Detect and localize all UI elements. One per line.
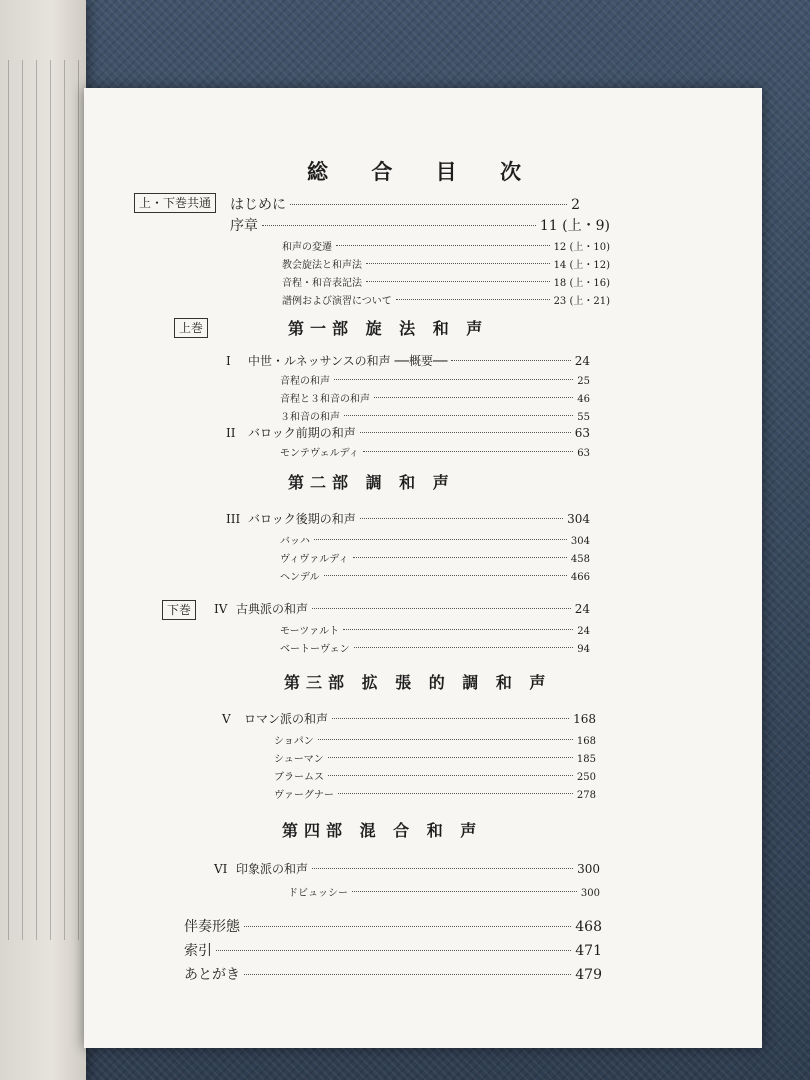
dot-leader xyxy=(244,974,571,975)
entry-title: 音程・和音表記法 xyxy=(282,278,362,289)
chapter-entry xyxy=(226,424,590,441)
entry-page: 11 (上・9) xyxy=(539,218,610,234)
entry-page: 479 xyxy=(575,967,602,983)
entry-title: ヘンデル xyxy=(280,572,320,583)
dot-leader xyxy=(328,757,573,758)
sub-entry xyxy=(280,532,590,547)
dot-leader xyxy=(216,950,571,951)
chapter-number: I xyxy=(226,354,231,368)
dot-leader xyxy=(334,379,573,380)
dot-leader xyxy=(312,868,573,869)
entry-title: モンテヴェルディ xyxy=(280,448,359,459)
entry-page: 168 xyxy=(573,712,596,726)
contents-page xyxy=(84,88,762,1048)
part-heading: 第二部 調 和 声 xyxy=(288,473,455,492)
sub-entry xyxy=(280,372,590,387)
entry-title: 教会旋法と和声法 xyxy=(282,260,362,271)
entry-page: 304 xyxy=(570,536,590,547)
dot-leader xyxy=(360,432,571,433)
dot-leader xyxy=(332,718,569,719)
entry-title: ドビュッシー xyxy=(288,888,348,899)
entry-page: 63 xyxy=(577,448,590,459)
chapter-entry xyxy=(226,352,590,369)
chapter-number: IV xyxy=(214,602,228,616)
back-matter-entry xyxy=(184,964,602,984)
entry-title: ヴァーグナー xyxy=(274,790,334,801)
entry-title: バッハ xyxy=(280,536,310,547)
entry-page: 55 xyxy=(577,412,590,423)
chapter-entry xyxy=(226,510,590,527)
facing-page-text xyxy=(0,60,82,940)
entry-page: 250 xyxy=(576,772,596,783)
entry-page: 2 xyxy=(571,197,580,213)
entry-title: 音程の和声 xyxy=(280,376,330,387)
dot-leader xyxy=(352,891,577,892)
label-common: 上・下巻共通 xyxy=(134,193,216,213)
dot-leader xyxy=(363,451,573,452)
chapter-entry xyxy=(214,860,600,877)
dot-leader xyxy=(360,518,563,519)
chapter-entry xyxy=(222,710,596,727)
sub-entry xyxy=(274,750,596,765)
dot-leader xyxy=(338,793,573,794)
entry-title: 古典派の和声 xyxy=(236,602,309,616)
entry-josho xyxy=(230,215,610,235)
entry-title: 音程と３和音の和声 xyxy=(280,394,370,405)
chapter-number: II xyxy=(226,426,236,440)
entry-title: 中世・ルネッサンスの和声 ──概要── xyxy=(248,354,448,368)
label-vol2: 下巻 xyxy=(162,600,196,620)
entry-title: ベートーヴェン xyxy=(280,644,350,655)
dot-leader xyxy=(328,775,573,776)
entry-page: 466 xyxy=(570,572,590,583)
sub-entry xyxy=(280,444,590,459)
dot-leader xyxy=(290,204,567,205)
dot-leader xyxy=(366,263,550,264)
dot-leader xyxy=(336,245,550,246)
entry-hajimeni xyxy=(230,194,580,214)
dot-leader xyxy=(343,629,573,630)
entry-title: ブラームス xyxy=(274,772,324,783)
chapter-entry xyxy=(214,600,590,617)
page-title: 総 合 目 次 xyxy=(307,159,539,184)
back-matter-entry xyxy=(184,916,602,936)
part-heading: 第一部 旋 法 和 声 xyxy=(288,319,489,338)
entry-page: 278 xyxy=(576,790,596,801)
chapter-number: V xyxy=(222,712,231,726)
entry-title: 索引 xyxy=(184,943,212,959)
entry-title: バロック前期の和声 xyxy=(248,426,356,440)
entry-page: 12 (上・10) xyxy=(553,242,610,253)
dot-leader xyxy=(262,225,536,226)
entry-page: 304 xyxy=(567,512,590,526)
entry-title: 序章 xyxy=(230,218,258,234)
entry-page: 24 xyxy=(574,602,590,616)
entry-page: 23 (上・21) xyxy=(553,296,610,307)
part-heading: 第四部 混 合 和 声 xyxy=(282,821,483,840)
entry-page: 300 xyxy=(580,888,600,899)
sub-entry xyxy=(274,768,596,783)
entry-page: 25 xyxy=(577,376,590,387)
entry-page: 63 xyxy=(574,426,590,440)
sub-entry xyxy=(274,732,596,747)
sub-entry xyxy=(282,274,610,289)
dot-leader xyxy=(344,415,573,416)
entry-title: はじめに xyxy=(230,197,286,213)
sub-entry xyxy=(274,786,596,801)
entry-page: 185 xyxy=(576,754,596,765)
sub-entry xyxy=(288,884,600,899)
entry-title: シューマン xyxy=(274,754,324,765)
sub-entry xyxy=(280,390,590,405)
sub-entry xyxy=(282,256,610,271)
entry-page: 24 xyxy=(574,354,590,368)
chapter-number: VI xyxy=(214,862,228,876)
entry-title: ロマン派の和声 xyxy=(244,712,329,726)
entry-page: 94 xyxy=(577,644,590,655)
dot-leader xyxy=(451,360,570,361)
sub-entry xyxy=(280,408,590,423)
entry-page: 46 xyxy=(577,394,590,405)
dot-leader xyxy=(324,575,567,576)
back-matter-entry xyxy=(184,940,602,960)
entry-title: ショパン xyxy=(274,736,314,747)
sub-entry xyxy=(280,640,590,655)
chapter-number: III xyxy=(226,512,241,526)
dot-leader xyxy=(354,647,574,648)
dot-leader xyxy=(374,397,573,398)
entry-title: バロック後期の和声 xyxy=(248,512,356,526)
entry-title: ３和音の和声 xyxy=(280,412,340,423)
sub-entry xyxy=(282,292,610,307)
sub-entry xyxy=(280,568,590,583)
dot-leader xyxy=(318,739,573,740)
entry-title: 和声の変遷 xyxy=(282,242,332,253)
entry-page: 168 xyxy=(576,736,596,747)
sub-entry xyxy=(280,622,590,637)
sub-entry xyxy=(280,550,590,565)
entry-page: 14 (上・12) xyxy=(553,260,610,271)
sub-entry xyxy=(282,238,610,253)
label-vol1: 上巻 xyxy=(174,318,208,338)
entry-page: 24 xyxy=(577,626,590,637)
entry-page: 468 xyxy=(575,919,602,935)
dot-leader xyxy=(353,557,567,558)
entry-page: 300 xyxy=(577,862,600,876)
entry-title: 譜例および演習について xyxy=(282,296,392,307)
dot-leader xyxy=(396,299,550,300)
entry-title: ヴィヴァルディ xyxy=(280,554,349,565)
facing-page xyxy=(0,0,86,1080)
entry-page: 458 xyxy=(570,554,590,565)
part-heading: 第三部 拡 張 的 調 和 声 xyxy=(284,673,552,692)
dot-leader xyxy=(244,926,571,927)
dot-leader xyxy=(314,539,567,540)
entry-title: あとがき xyxy=(184,967,240,983)
entry-title: 伴奏形態 xyxy=(184,919,240,935)
entry-title: 印象派の和声 xyxy=(236,862,309,876)
entry-title: モーツァルト xyxy=(280,626,340,637)
dot-leader xyxy=(366,281,550,282)
entry-page: 471 xyxy=(575,943,602,959)
dot-leader xyxy=(312,608,571,609)
entry-page: 18 (上・16) xyxy=(553,278,610,289)
